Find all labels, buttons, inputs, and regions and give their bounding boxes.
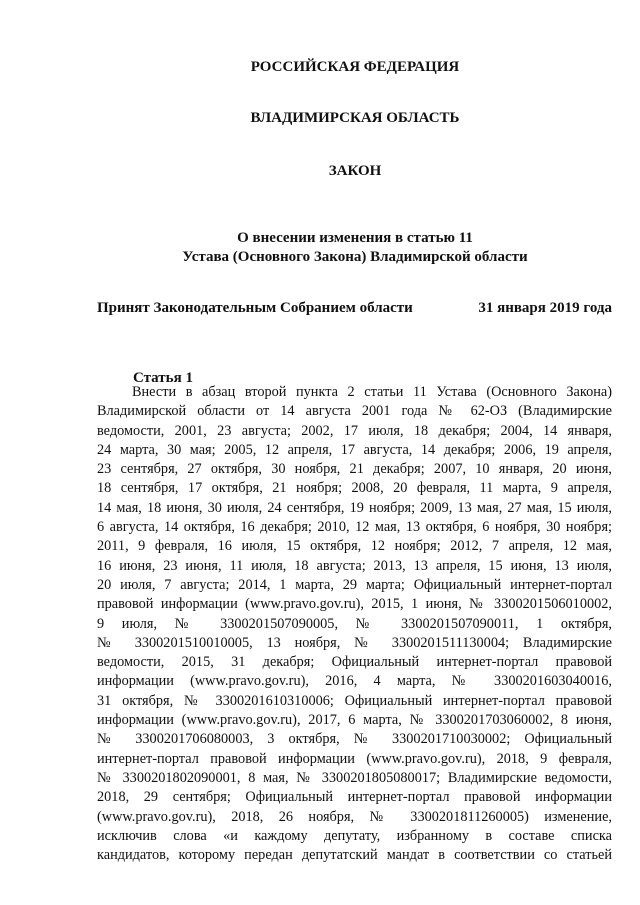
article-text-line: информации (www.pravo.gov.ru), 2016, 4 марта, № 3300201603040016, — [97, 673, 612, 690]
article-text-line: исключив слова «и каждому депутату, избранному в составе списка — [97, 827, 612, 844]
law-title-line-1: О внесении изменения в статью 11 — [237, 230, 473, 246]
article-text-line: 16 июня, 23 июня, 11 июля, 18 августа; 2013, 13 апреля, 15 июня, 13 июля, — [97, 557, 612, 574]
article-text-line: № 3300201510010005, 13 ноября, № 3300201511130004; Владимирские — [97, 634, 612, 651]
article-text-line: 31 октября, № 3300201610310006; Официальный интернет-портал правовой — [97, 692, 612, 709]
article-text-line: 24 марта, 30 мая; 2005, 12 апреля, 17 августа, 14 декабря; 2006, 19 апреля, — [97, 441, 612, 458]
adopted-by: Принят Законодательным Собранием области — [97, 300, 413, 316]
article-text-line: правовой информации (www.pravo.gov.ru), 2015, 1 июня, № 3300201506010002, — [97, 596, 612, 613]
article-text-line: 6 августа, 14 октября, 16 декабря; 2010, 12 мая, 13 октября, 6 ноября, 30 ноября; — [97, 519, 612, 536]
article-text-line: ведомости, 2001, 23 августа; 2002, 17 июля, 18 декабря; 2004, 14 января, — [97, 422, 612, 439]
article-text-line: (www.pravo.gov.ru), 2018, 26 ноября, № 3300201811260005) изменение, — [97, 808, 612, 825]
article-text-line: информации (www.pravo.gov.ru), 2017, 6 марта, № 3300201703060002, 8 июня, — [97, 712, 612, 729]
country-heading: РОССИЙСКАЯ ФЕДЕРАЦИЯ — [250, 59, 460, 75]
article-text-line: 9 июля, № 3300201507090005, № 3300201507090011, 1 октября, — [97, 615, 612, 632]
article-text-line: Внести в абзац второй пункта 2 статьи 11 Устава (Основного Закона) — [132, 384, 612, 400]
article-text-line: кандидатов, которому передан депутатский мандат в соответствии со статьей — [97, 847, 612, 864]
article-body — [97, 383, 612, 865]
law-title — [0, 229, 640, 267]
article-text-line: 23 сентября, 27 октября, 30 ноября, 21 декабря; 2007, 10 января, 20 июня, — [97, 461, 612, 478]
adoption-date: 31 января 2019 года — [478, 300, 612, 316]
region-heading: ВЛАДИМИРСКАЯ ОБЛАСТЬ — [250, 110, 460, 126]
article-text-line: ведомости, 2015, 31 декабря; Официальный интернет-портал правовой — [97, 654, 612, 671]
article-text-line: № 3300201706080003, 3 октября, № 3300201710030002; Официальный — [97, 731, 612, 748]
article-text-line: 14 мая, 18 июня, 30 июля, 24 сентября, 19 ноября; 2009, 13 мая, 27 мая, 15 июля, — [97, 499, 612, 516]
law-title-line-2: Устава (Основного Закона) Владимирской области — [182, 249, 528, 265]
article-text-line: 2018, 29 сентября; Официальный интернет-портал правовой информации — [97, 789, 612, 806]
document-type-heading: ЗАКОН — [328, 163, 382, 179]
article-text-line: Владимирской области от 14 августа 2001 года № 62-ОЗ (Владимирские — [97, 403, 612, 420]
article-text-line: № 3300201802090001, 8 мая, № 3300201805080017; Владимирские ведомости, — [97, 769, 612, 786]
article-text-line: 20 июля, 7 августа; 2014, 1 марта, 29 марта; Официальный интернет-портал — [97, 576, 612, 593]
article-text-line: 2011, 9 февраля, 16 июля, 15 октября, 12 ноября; 2012, 7 апреля, 12 мая, — [97, 538, 612, 555]
article-text-line: интернет-портал правовой информации (www.pravo.gov.ru), 2018, 9 февраля, — [97, 750, 612, 767]
article-text-line: 18 сентября, 17 октября, 21 ноября; 2008, 20 февраля, 11 марта, 9 апреля, — [97, 480, 612, 497]
article-title: Статья 1 — [133, 370, 193, 386]
